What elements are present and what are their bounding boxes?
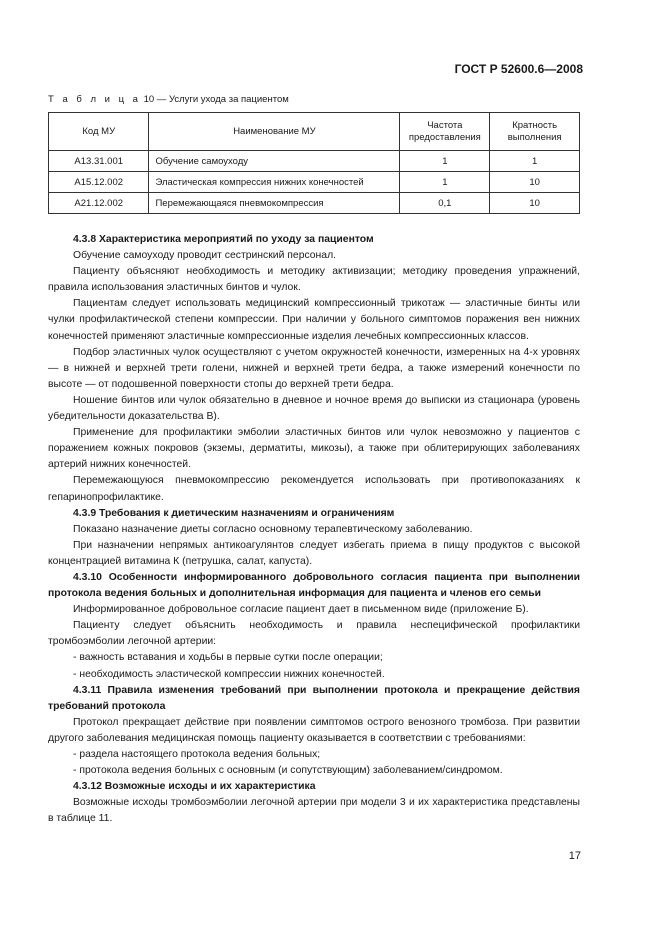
section-heading: 4.3.9 Требования к диетическим назначениям и ограничениям	[73, 507, 395, 519]
list-item: - протокола ведения больных с основным (и сопутствующим) заболеванием/синдромом.	[73, 765, 503, 777]
cell-frequency: 1	[400, 172, 490, 193]
table-row	[49, 172, 580, 193]
paragraph: Применение для профилактики эмболии эластичных бинтов или чулок невозможно у пациентов с поражением кожных покровов (экземы, дерматиты, микозы), а также при облитерирующих заболеваниях артерий нижних конечностей.	[48, 427, 580, 471]
paragraph: Пациентам следует использовать медицинский компрессионный трикотаж — эластичные бинты или чулки профилактической степени компрессии. При наличии у больного симптомов поражения вен нижних конечностей применяют эластичные компрессионные изделия лечебных компрессионных классов.	[48, 298, 580, 342]
list-item: - необходимость эластической компрессии нижних конечностей.	[73, 668, 385, 680]
cell-multiplicity: 1	[490, 151, 580, 172]
section-heading: 4.3.8 Характеристика мероприятий по уходу за пациентом	[73, 234, 374, 245]
section-heading: 4.3.11 Правила изменения требований при выполнении протокола и прекращение действия требований протокола	[48, 684, 580, 712]
cell-code: А21.12.002	[49, 193, 149, 214]
cell-multiplicity: 10	[490, 172, 580, 193]
table-row	[49, 193, 580, 214]
list-item: - раздела настоящего протокола ведения больных;	[73, 749, 321, 760]
cell-name: Эластическая компрессия нижних конечностей	[149, 172, 400, 193]
cell-multiplicity: 10	[490, 193, 580, 214]
body-text	[48, 232, 580, 827]
table-caption-prefix: Т а б л и ц а	[48, 94, 141, 105]
paragraph: Информированное добровольное согласие пациент дает в письменном виде (приложение Б).	[73, 604, 529, 616]
document-id: ГОСТ Р 52600.6—2008	[454, 62, 583, 76]
paragraph: Обучение самоуходу проводит сестринский персонал.	[73, 250, 337, 262]
table-caption	[48, 94, 289, 105]
section-heading: 4.3.10 Особенности информированного добровольного согласия пациента при выполнении протокола ведения больных и дополнительная информация для пациента и членов его семьи	[48, 571, 580, 600]
section-heading: 4.3.12 Возможные исходы и их характеристика	[73, 781, 316, 793]
table-header-row	[49, 113, 580, 151]
cell-code: А15.12.002	[49, 172, 149, 193]
paragraph: Пациенту объясняют необходимость и методику активизации; методику проведения упражнений, правила использования эластичных бинтов и чулок.	[48, 266, 580, 294]
paragraph: Протокол прекращает действие при появлении симптомов острого венозного тромбоза. При развитии другого заболевания медицинская помощь пациенту оказывается в соответствии с требованиями:	[48, 716, 580, 744]
col-header-name: Наименование МУ	[149, 113, 400, 151]
list-item: - важность вставания и ходьбы в первые сутки после операции;	[73, 652, 383, 664]
paragraph: При назначении непрямых антикоагулянтов следует избегать приема в пищу продуктов с высокой концентрацией витамина К (петрушка, салат, капуста).	[48, 539, 580, 567]
paragraph: Ношение бинтов или чулок обязательно в дневное и ночное время до выписки из стационара (уровень убедительности доказательства В).	[48, 394, 580, 423]
col-header-multiplicity: Кратность выполнения	[490, 113, 580, 151]
paragraph: Показано назначение диеты согласно основному терапевтическому заболеванию.	[73, 523, 473, 535]
cell-frequency: 1	[400, 151, 490, 172]
services-table	[48, 112, 580, 214]
col-header-frequency: Частота предоставления	[400, 113, 490, 151]
cell-frequency: 0,1	[400, 193, 490, 214]
page-number: 17	[568, 850, 581, 862]
paragraph: Перемежающуюся пневмокомпрессию рекомендуется использовать при противопоказаниях к гепаринопрофилактике.	[48, 475, 580, 503]
paragraph: Пациенту следует объяснить необходимость и правила неспецифической профилактики тромбоэмболии легочной артерии:	[48, 620, 580, 648]
col-header-code: Код МУ	[49, 113, 149, 151]
cell-name: Обучение самоуходу	[149, 151, 400, 172]
cell-name: Перемежающаяся пневмокомпрессия	[149, 193, 400, 214]
paragraph: Подбор эластичных чулок осуществляют с учетом окружностей конечности, измеренных на 4-х уровнях — в нижней и верхней трети голени, нижней и верхней трети бедра, а также измерений конечности по высоте — от подошвенной поверхности стопы до верхней трети бедра.	[48, 346, 580, 390]
paragraph: Возможные исходы тромбоэмболии легочной артерии при модели 3 и их характеристика представлены в таблице 11.	[48, 797, 580, 825]
table-caption-text: 10 — Услуги ухода за пациентом	[140, 94, 289, 105]
table-row	[49, 151, 580, 172]
cell-code: А13.31.001	[49, 151, 149, 172]
